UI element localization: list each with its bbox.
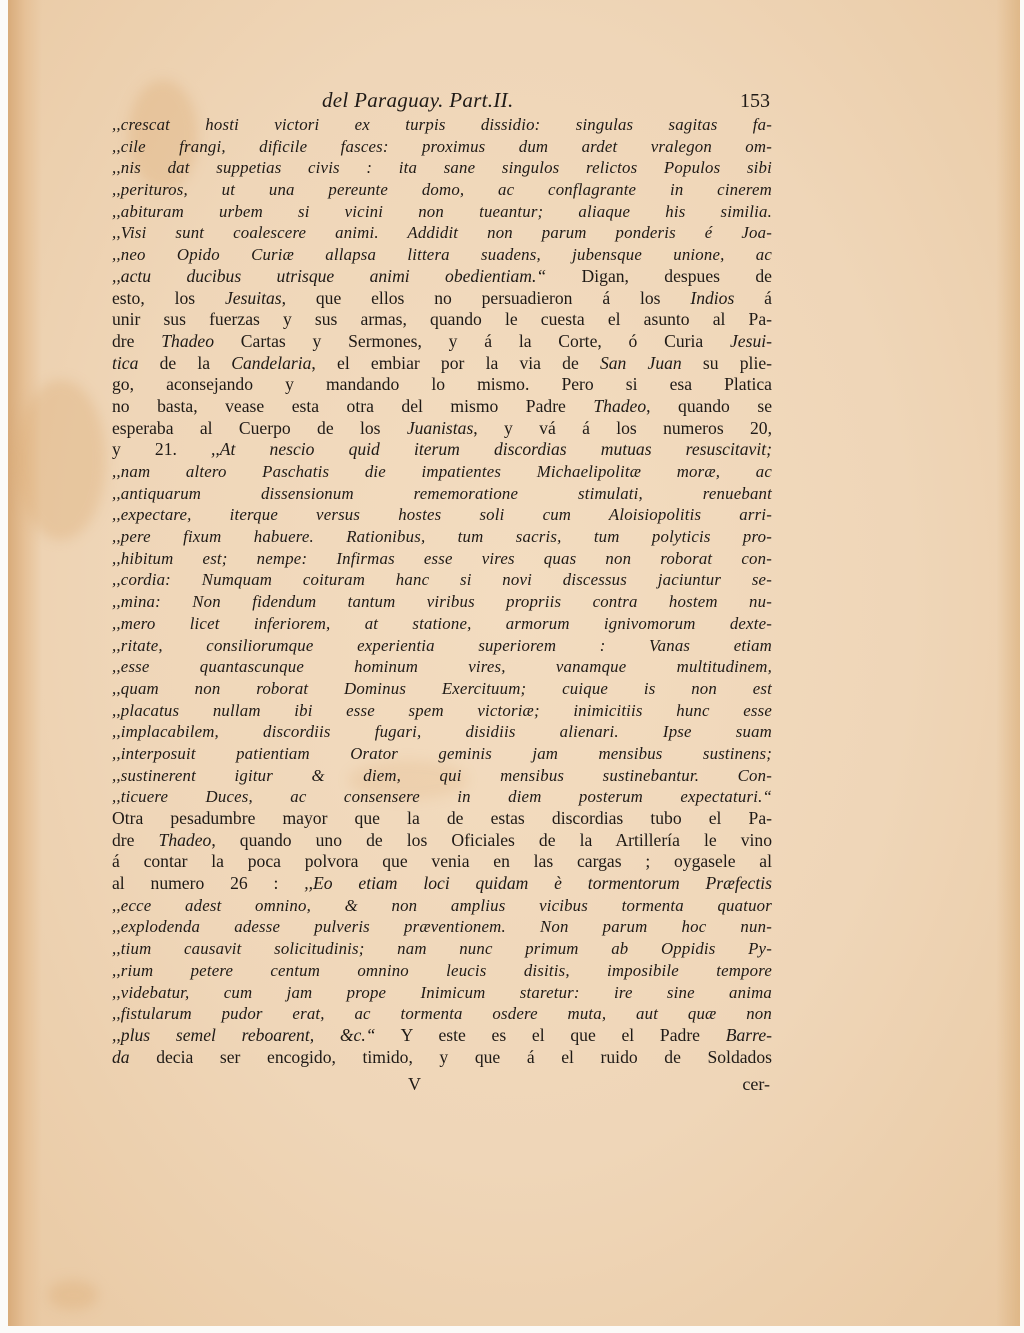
roman-text: , el embiar por la via de <box>311 352 600 373</box>
roman-text: , y vá á los numeros 20, <box>473 417 773 438</box>
roman-text: ,,Visi sunt coalescere animi. Addidit non parum ponderis é Joa- <box>112 223 772 243</box>
italic-text: Candelaria <box>231 352 312 373</box>
roman-text: y 21. <box>112 439 211 460</box>
roman-text: ,,rium petere centum omnino leucis disitis, imposibile tempore <box>112 960 772 980</box>
running-head-title: del Paraguay. Part.II. <box>322 88 514 112</box>
catchword: cer- <box>742 1074 770 1095</box>
book-page <box>8 0 1020 1326</box>
roman-text: no basta, vease esta otra del mismo Padre <box>112 395 594 416</box>
roman-text: ,,explodenda adesse pulveris præventionem. Non parum hoc nun- <box>112 917 772 937</box>
text-line <box>112 244 772 266</box>
italic-text: ,,At nescio quid iterum discordias mutuas resuscitavit; <box>211 439 772 460</box>
text-line <box>112 895 772 917</box>
roman-text: dre <box>112 330 162 351</box>
italic-text: Indios <box>690 287 735 308</box>
text-line <box>112 136 772 158</box>
text-line <box>112 526 772 548</box>
roman-text: ,,interposuit patientiam Orator geminis jam mensibus sustinens; <box>112 743 772 763</box>
italic-text: Jesui- <box>729 330 772 351</box>
roman-text: ,,mero licet inferiorem, at statione, armorum ignivomorum dexte- <box>112 613 772 633</box>
roman-text: ,,hibitum est; nempe: Infirmas esse vires quas non roborat con- <box>112 548 772 568</box>
foxing-stain <box>48 1280 98 1310</box>
roman-text: ,,ritate, consiliorumque experientia superiorem : Vanas etiam <box>112 635 772 655</box>
roman-text: esto, los <box>112 287 225 308</box>
text-line <box>112 396 772 418</box>
text-line <box>112 743 772 765</box>
italic-text: Jesuitas <box>224 287 282 308</box>
roman-text: , quando uno de los Oficiales de la Artillería le vino <box>211 829 772 850</box>
text-line <box>112 700 772 722</box>
text-block <box>112 88 772 1098</box>
text-line <box>112 678 772 700</box>
body-text <box>112 114 772 1068</box>
text-line <box>112 960 772 982</box>
text-line <box>112 266 772 288</box>
text-line <box>112 591 772 613</box>
roman-text: ,,abituram urbem si vicini non tueantur; aliaque his similia. <box>112 201 772 221</box>
text-line <box>112 786 772 808</box>
text-line <box>112 483 772 505</box>
italic-text: ,,Eo etiam loci quidam è tormentorum Præfectis <box>304 873 772 894</box>
roman-text: unir sus fuerzas y sus armas, quando le cuesta el asunto al Pa- <box>112 309 772 330</box>
foxing-stain <box>16 380 106 540</box>
text-line <box>112 288 772 310</box>
text-line <box>112 201 772 223</box>
roman-text: ,,quam non roborat Dominus Exercituum; cuique is non est <box>112 678 772 698</box>
roman-text: go, aconsejando y mandando lo mismo. Pero si esa Platica <box>112 374 772 395</box>
text-line <box>112 656 772 678</box>
text-line <box>112 157 772 179</box>
roman-text: á <box>734 287 772 308</box>
roman-text: ,,esse quantascunque hominum vires, vanamque multitudinem, <box>112 657 772 677</box>
page-footer <box>112 1072 772 1098</box>
roman-text: ,,ticuere Duces, ac consensere in diem posterum expectaturi.“ <box>112 787 772 807</box>
italic-text: da <box>112 1046 130 1067</box>
roman-text: ,,implacabilem, discordiis fugari, disidiis alienari. Ipse suam <box>112 722 772 742</box>
roman-text: ,,placatus nullam ibi esse spem victoriæ; inimicitiis hunc esse <box>112 700 772 720</box>
roman-text: ,,expectare, iterque versus hostes soli cum Aloisiopolitis arri- <box>112 505 772 525</box>
roman-text: decia ser encogido, timido, y que á el ruido de Soldados <box>129 1046 772 1067</box>
roman-text: , quando se <box>646 395 773 416</box>
text-line <box>112 830 772 852</box>
text-line <box>112 114 772 136</box>
text-line <box>112 721 772 743</box>
roman-text: de la <box>138 352 232 373</box>
text-line <box>112 504 772 526</box>
text-line <box>112 309 772 331</box>
roman-text: ,,tium causavit solicitudinis; nam nunc primum ab Oppidis Py- <box>112 939 772 959</box>
text-line <box>112 916 772 938</box>
text-line <box>112 635 772 657</box>
roman-text: Otra pesadumbre mayor que la de estas discordias tubo el Pa- <box>112 808 772 828</box>
text-line <box>112 461 772 483</box>
italic-text: Thadeo <box>161 330 215 351</box>
text-line <box>112 179 772 201</box>
text-line <box>112 765 772 787</box>
roman-text: ,,nam altero Paschatis die impatientes Michaelipolitæ moræ, ac <box>112 462 772 481</box>
italic-text: Barre- <box>725 1024 772 1045</box>
page-number: 153 <box>740 90 770 112</box>
roman-text: ,,pere fixum habuere. Rationibus, tum sacris, tum polyticis pro- <box>112 527 772 547</box>
roman-text: ,,neo Opido Curiæ allapsa littera suadens, jubensque unione, ac <box>112 245 772 265</box>
italic-text: tica <box>112 352 139 373</box>
italic-text: San Juan <box>599 352 682 373</box>
text-line <box>112 222 772 244</box>
text-line <box>112 331 772 353</box>
roman-text: ,,ecce adest omnino, & non amplius vicibus tormenta quatuor <box>112 895 772 915</box>
roman-text: ,,sustinerent igitur & diem, qui mensibus sustinebantur. Con- <box>112 765 772 785</box>
text-line <box>112 1047 772 1069</box>
roman-text: á contar la poca polvora que venia en las cargas ; oygasele al <box>112 851 772 872</box>
text-line <box>112 938 772 960</box>
text-line <box>112 1003 772 1025</box>
roman-text: ,,perituros, ut una pereunte domo, ac conflagrante in cinerem <box>112 180 772 200</box>
roman-text: ,,cile frangi, dificile fasces: proximus dum ardet vralegon om- <box>112 136 772 156</box>
text-line <box>112 1025 772 1047</box>
roman-text: , que ellos no persuadieron á los <box>281 287 691 308</box>
text-line <box>112 569 772 591</box>
roman-text: ,,antiquarum dissensionum rememoratione stimulati, renuebant <box>112 483 772 503</box>
roman-text: ,,crescat hosti victori ex turpis dissidio: singulas sagitas fa- <box>112 115 772 134</box>
italic-text: Thadeo <box>158 829 212 850</box>
text-line <box>112 873 772 895</box>
text-line <box>112 851 772 873</box>
roman-text: ,,videbatur, cum jam prope Inimicum staretur: ire sine anima <box>112 982 772 1002</box>
text-line <box>112 613 772 635</box>
text-line <box>112 374 772 396</box>
italic-text: ,,actu ducibus utrisque animi obedientiam.“ <box>112 265 547 286</box>
roman-text: Digan, despues de <box>546 265 772 286</box>
running-head <box>112 88 772 114</box>
roman-text: Y este es el que el Padre <box>375 1024 726 1045</box>
roman-text: ,,cordia: Numquam coituram hanc si novi discessus jaciuntur se- <box>112 570 772 590</box>
text-line <box>112 982 772 1004</box>
italic-text: Juanistas <box>406 417 474 438</box>
text-line <box>112 439 772 461</box>
text-line <box>112 808 772 830</box>
text-line <box>112 548 772 570</box>
roman-text: Cartas y Sermones, y á la Corte, ó Curia <box>214 330 730 351</box>
roman-text: ,,mina: Non fidendum tantum viribus propriis contra hostem nu- <box>112 592 772 612</box>
signature-mark: V <box>408 1074 421 1095</box>
roman-text: al numero 26 : <box>112 873 305 894</box>
text-line <box>112 353 772 375</box>
italic-text: Thadeo <box>593 395 647 416</box>
roman-text: dre <box>112 829 159 850</box>
roman-text: ,,fistularum pudor erat, ac tormenta osdere muta, aut quæ non <box>112 1004 772 1024</box>
text-line <box>112 418 772 440</box>
roman-text: ,,nis dat suppetias civis : ita sane singulos relictos Populos sibi <box>112 158 772 178</box>
roman-text: su plie- <box>681 352 772 373</box>
italic-text: ,,plus semel reboarent, &c.“ <box>112 1024 376 1045</box>
roman-text: esperaba al Cuerpo de los <box>112 417 407 438</box>
